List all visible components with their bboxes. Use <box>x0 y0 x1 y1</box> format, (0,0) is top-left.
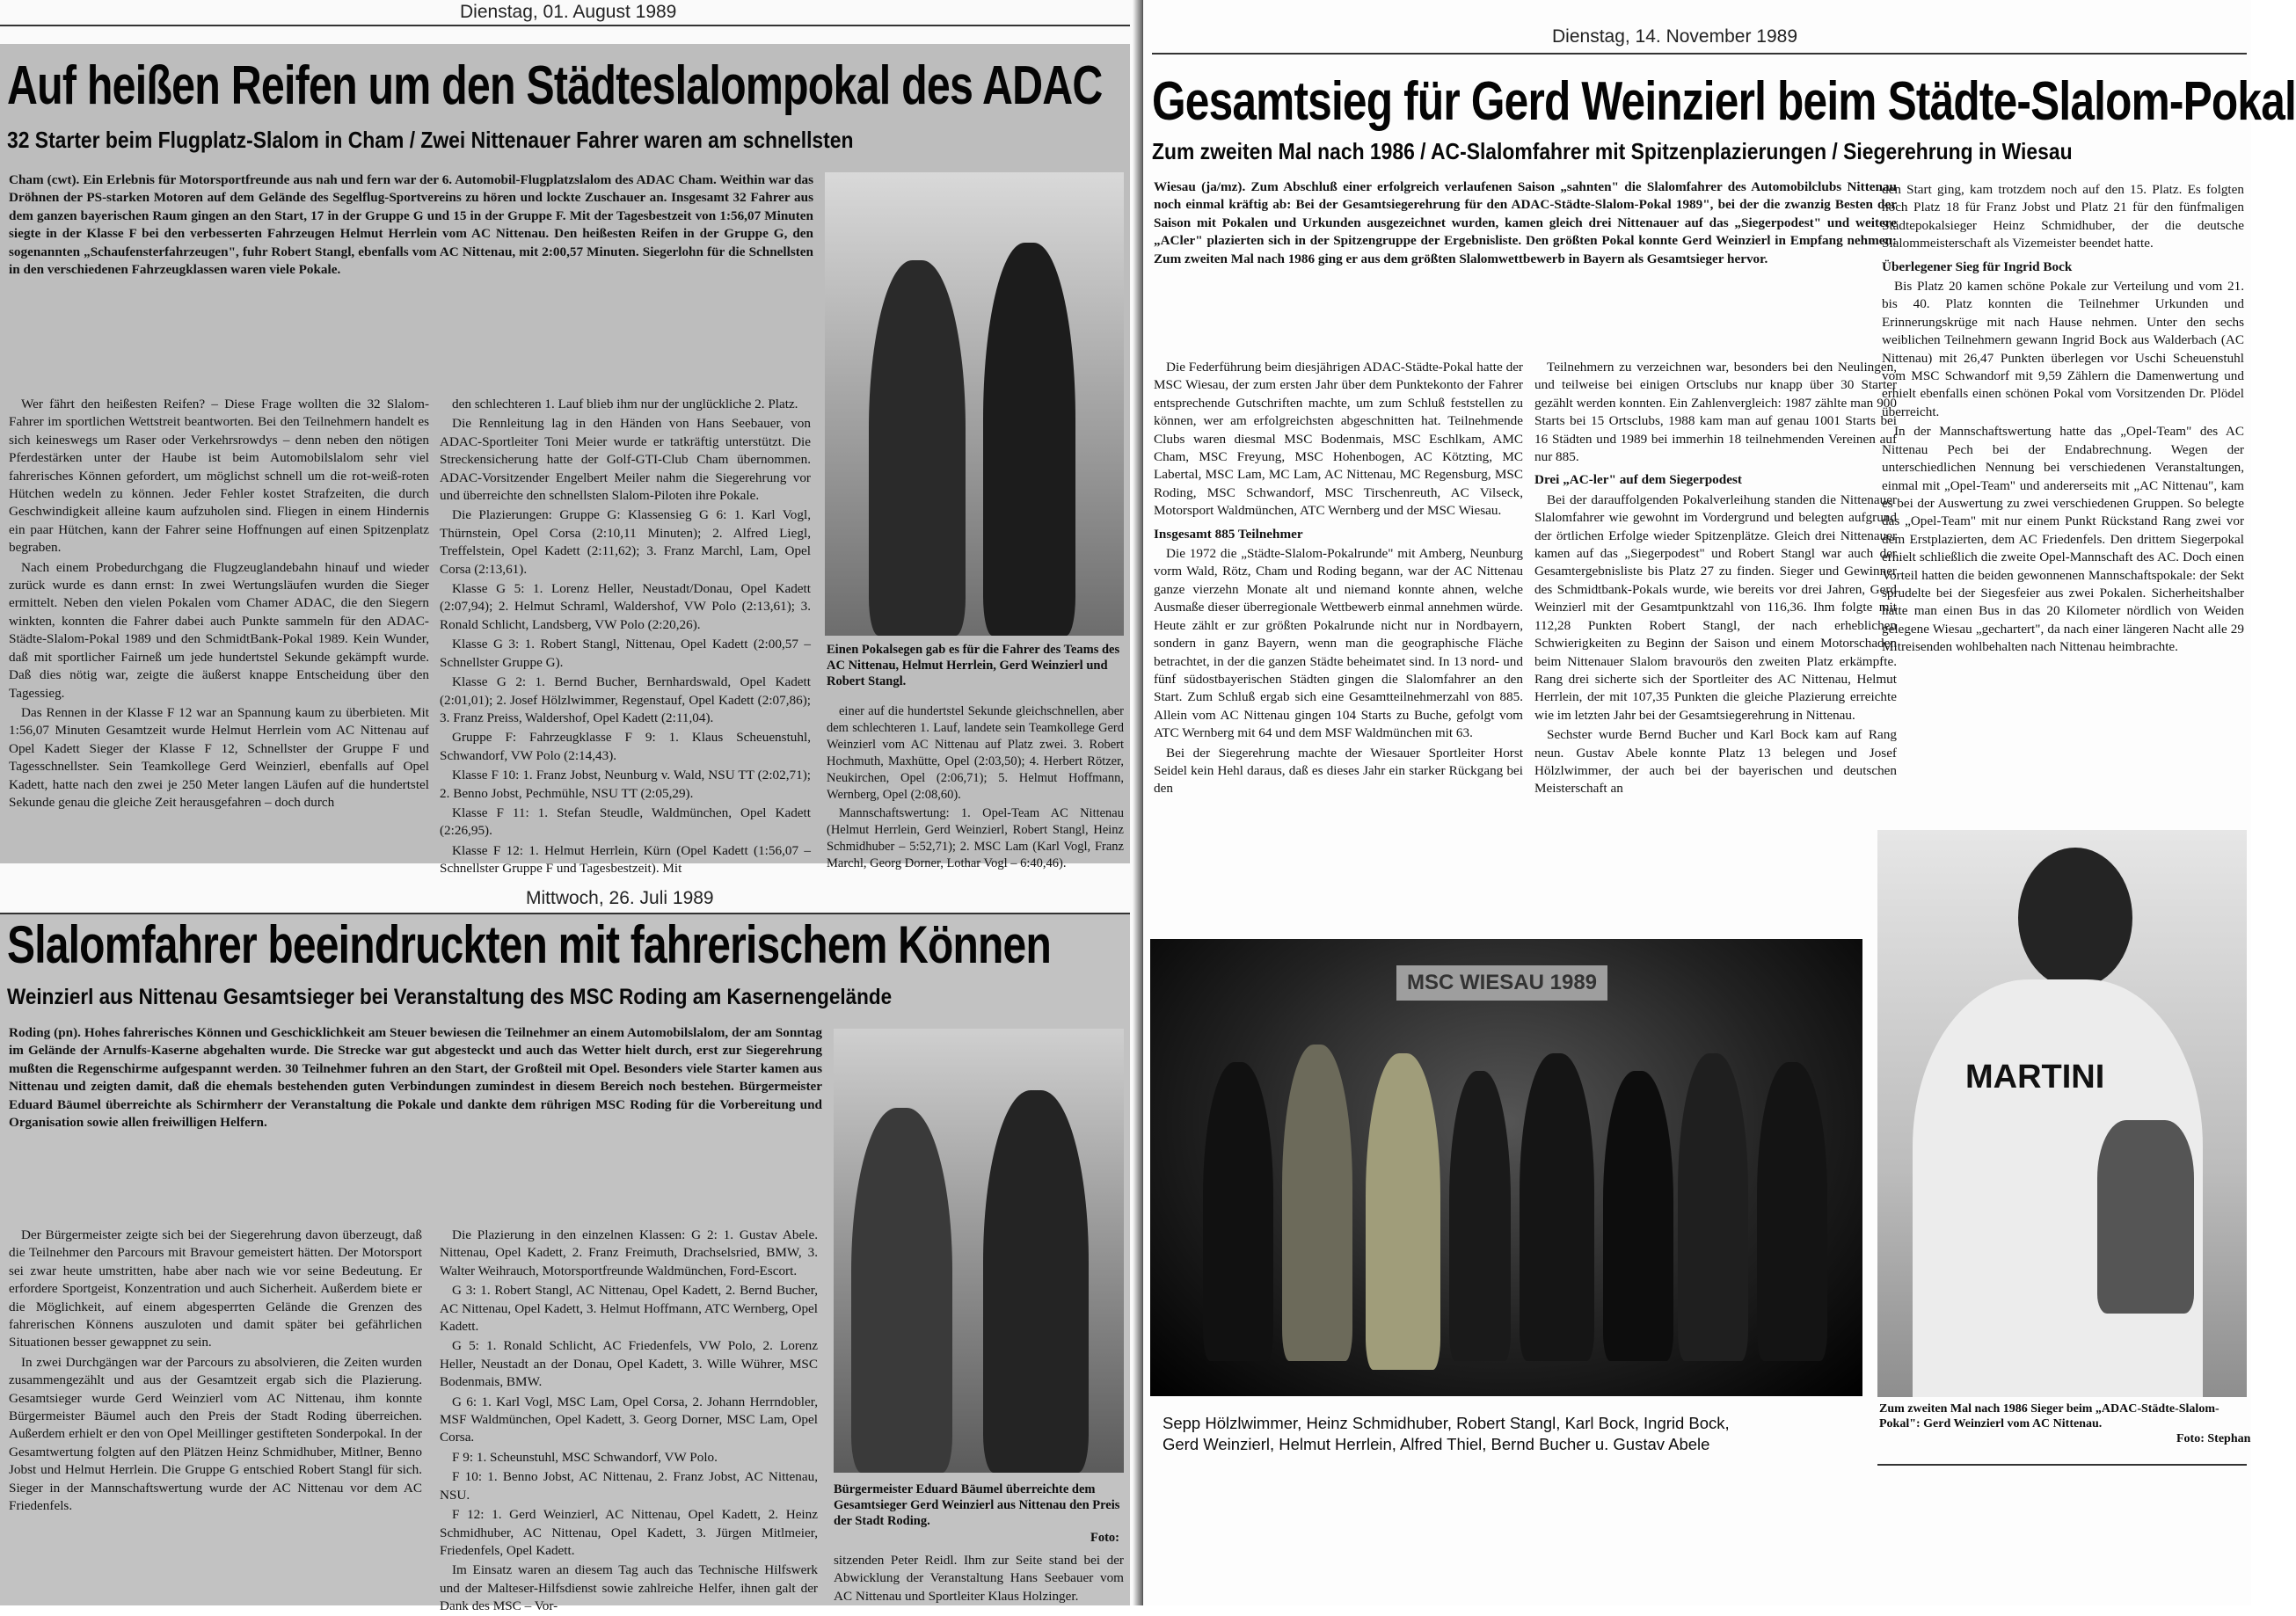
clip1-subhead: 32 Starter beim Flugplatz-Slalom in Cham / Zwei Nittenauer Fahrer waren am schnellsten <box>7 127 854 153</box>
trophy-icon <box>2097 1120 2194 1314</box>
right-col3-p2: Bis Platz 20 kamen schöne Pokale zur Verteilung und vom 21. bis 40. Platz konnten die Teilnehmer Urkunden und Erinnerungskrüge mit nach Hause nehmen. Unter den sechs weiblichen Teilnehmern gewann Ingrid Bock aus Walderbach (AC Nittenau) mit 26,47 Punkten überlegen vor Uschi Scheuenstuhl vom MSC Schwandorf mit 9,59 Zählern die Damenwertung und erhielt ebenfalls einen schönen Pokal vom Vorsitzenden Dr. Plödel überreicht. <box>1882 279 2244 419</box>
portrait-photo <box>1877 830 2247 1397</box>
clip2-col2-p2: G 3: 1. Robert Stangl, AC Nittenau, Opel Kadett, 2. Bernd Bucher, AC Nittenau, Opel Kadett, 3. Helmut Hoffmann, ATC Wernberg, Opel Kadett. <box>440 1283 818 1335</box>
clip2-col2-p6: F 10: 1. Benno Jobst, AC Nittenau, 2. Franz Jobst, AC Nittenau, NSU. <box>440 1469 818 1503</box>
photo-mayor <box>851 1108 952 1473</box>
portrait-credit: Foto: Stephan <box>2176 1432 2251 1445</box>
clip1-lead <box>9 171 813 391</box>
person-3 <box>1366 1053 1440 1370</box>
photo-person-right <box>983 243 1075 636</box>
right-col2-p3: Sechster wurde Bernd Bucher und Karl Bock kam auf Rang neun. Gustav Abele konnte Platz 13 belegen und Josef Hölzlwimmer, der auch bei der bayerischen und deutschen Meisterschaft an <box>1534 727 1897 797</box>
clip2-col2-p7: F 12: 1. Gerd Weinzierl, AC Nittenau, Opel Kadett, 2. Heinz Schmidhuber, AC Nittenau, Opel Kadett, 3. Jürgen Mitlmeier, Friedenfels, Opel Kadett. <box>440 1507 818 1558</box>
clip1-col1-p1: Wer fährt den heißesten Reifen? – Diese Frage wollten die 32 Slalom-Fahrer im sportlichen Wettstreit beantworten. Bei den Teilnehmern handelt es sich keineswegs um Raser oder Verkehrsrowdys – denn neben den nötigen Pferdestärken unter der Haube ist beim Automobilslalom sehr viel fahrerisches Können gefordert, um möglichst schnell um die rot-weiß-roten Hütchen wedeln zu können. Jeder Fehler kostet Strafzeiten, die durch Geschwindigkeit alleine kaum aufzuholen sind. Fliegen in einem Hindernis ein paar Hütchen, kann der Fahrer seine Hoffnungen auf einen Spitzenplatz begraben. <box>9 397 429 556</box>
clip1-photo <box>825 172 1124 636</box>
portrait-caption: Zum zweiten Mal nach 1986 Sieger beim „ADAC-Städte-Slalom-Pokal": Gerd Weinzierl vom AC Nittenau. <box>1879 1402 2219 1430</box>
photo-driver <box>983 1090 1089 1473</box>
clip1-col2-p8: Klasse F 10: 1. Franz Jobst, Neunburg v. Wald, NSU TT (2:02,71); 2. Benno Jobst, Pechmühle, NSU TT (2:05,29). <box>440 768 811 801</box>
left-page <box>0 0 1143 1614</box>
clip1-col2-p1: den schlechteren 1. Lauf blieb ihm nur der unglückliche 2. Platz. <box>452 397 798 411</box>
person-2 <box>1282 1045 1352 1361</box>
clip2-photo <box>834 1029 1124 1473</box>
person-7 <box>1678 1053 1748 1361</box>
clip1-col2-p4: Klasse G 5: 1. Lorenz Heller, Neustadt/Donau, Opel Kadett (2:07,94); 2. Helmut Schraml, Waldershof, VW Polo (2:13,61); 3. Ronald Schlicht, Landsberg, VW Polo (2:20,26). <box>440 581 811 632</box>
clip2-col3 <box>834 1552 1124 1605</box>
clip1-col2-p2: Die Rennleitung lag in den Händen von Hans Seebauer, von ADAC-Sportleiter Toni Meier wurde er tatkräftig unterstützt. Die Streckensicherung hatte der Golf-GTI-Club Cham übernommen. ADAC-Vorsitzender Engelbert Meiler nahm die Siegerehrung vor und überreichte den schnellsten Slalom-Piloten ihre Pokale. <box>440 416 811 504</box>
person-8 <box>1757 1062 1827 1361</box>
right-col3 <box>1882 181 2244 823</box>
right-col2-p1: Teilnehmern zu verzeichnen war, besonders bei den Neulingen, und teilweise bei einigen Ortsclubs nur knapp über 30 Starter gezählt werden konnten. Ein Zahlenvergleich: 1987 zählte man 900 Starts bei 15 Ortsclubs, 1988 kam man auf genau 1001 Starts bei 16 Städten und 1989 bei immerhin 18 teilnehmenden Vereinen auf nur 885. <box>1534 360 1897 465</box>
clip1-col2-p7: Gruppe F: Fahrzeugklasse F 9: 1. Klaus Scheuenstuhl, Schwandorf, VW Polo (2:14,43). <box>440 730 811 763</box>
clip2-caption-credit: Foto: <box>1090 1531 1120 1545</box>
clip2-headline: Slalomfahrer beeindruckten mit fahrerischem Können <box>7 915 1051 974</box>
clip1-col2-p5: Klasse G 3: 1. Robert Stangl, Nittenau, Opel Kadett (2:00,57 – Schnellster Gruppe G). <box>440 637 811 670</box>
right-col1-subhead: Insgesamt 885 Teilnehmer <box>1154 526 1303 542</box>
clip2-lead-text: Roding (pn). Hohes fahrerisches Können und Geschicklichkeit am Steuer bewiesen die Teilnehmer an einem Automobilslalom, der am Sonntag im Gelände der Arnulfs-Kaserne abgehalten wurde. Die Strecke war gut abgesteckt und auch das Wetter hielt durch, erst zur Siegerehrung mußten die Regenschirme aufgespannt werden. 30 Teilnehmer fuhren an den Start, der Großteil mit Opel. Besonders viele Starter kamen aus Nittenau und zeigten damit, daß die ehemals bestehenden guten Verbindungen zumindest in diesem Bereich noch bestehen. Bürgermeister Eduard Bäumel überreichte als Schirmherr der Veranstaltung die Pokale und dankte dem rührigen MSC Roding für die Vorbereitung und Organisation sowie allen freiwilligen Helfern. <box>9 1025 822 1131</box>
clip1-lead-text: Cham (cwt). Ein Erlebnis für Motorsportfreunde aus nah und fern war der 6. Automobil-Flugplatzslalom des ADAC Cham. Weithin war das Dröhnen der PS-starken Motoren auf dem Gelände des Segelflug-Sportvereins zu hören und lockte Zuschauer an. Insgesamt 32 Fahrer aus dem ganzen bayerischen Raum gingen an den Start, 17 in der Gruppe G und 15 in der Gruppe F. Mit der Tagesbestzeit von 1:56,07 Minuten siegte in der Klasse F bei den verbesserten Fahrzeugen Helmut Herrlein vom AC Nittenau. Den heißesten Reifen in der Gruppe G, den sogenannten „Schaufensterfahrzeugen", fuhr Robert Stangl, ebenfalls vom AC Nittenau, mit 2:00,57 Minuten. Siegerlohn für die Schnellsten in den verschiedenen Fahrzeugklassen waren viele Pokale. <box>9 172 813 278</box>
portrait-caption-rule <box>1877 1464 2247 1466</box>
clip1-headline: Auf heißen Reifen um den Städteslalompokal des ADAC <box>7 55 1103 116</box>
clip2-col1-p2: In zwei Durchgängen war der Parcours zu absolvieren, die Zeiten wurden zusammengezählt und aus der Gesamtzeit ergab sich die Plazierung. Gesamtsieger wurde Gerd Weinzierl vom AC Nittenau, ihm konnte Bürgermeister Bäumel auch den Preis der Stadt Roding überreichen. Außerdem erhielt er den von Opel Meillinger gestifteten Sonderpokal. In der Gesamtwertung folgten auf den Plätzen Heinz Schmidhuber, Mitlner, Benno Jobst und Helmut Herrlein. Die Gruppe G entschied Robert Stangl für sich. Sieger in der Mannschaftswertung wurde der AC Nittenau vor dem AC Friedenfels. <box>9 1354 422 1514</box>
clip1-col3-p2: Mannschaftswertung: 1. Opel-Team AC Nittenau (Helmut Herrlein, Gerd Weinzierl, Robert Stangl, Heinz Schmidhuber – 5:52,71); 2. MSC Lam (Karl Vogl, Franz Marchl, Georg Dorner, Lothar Vogl – 6:40,46). <box>827 806 1124 870</box>
clip1-col2-p6: Klasse G 2: 1. Bernd Bucher, Bernhardswald, Opel Kadett (2:01,01); 2. Josef Hölzlwimmer, Regenstauf, Opel Kadett (2:07,86); 3. Franz Preiss, Waldershof, Opel Kadett (2:11,04). <box>440 674 811 725</box>
clip1-col3 <box>827 703 1124 870</box>
right-headline: Gesamtsieg für Gerd Weinzierl beim Städte-Slalom-Pokal <box>1152 71 2296 132</box>
right-lead-text: Wiesau (ja/mz). Zum Abschluß einer erfolgreich verlaufenen Saison „sahnten" die Slalomfahrer des Automobilclubs Nittenau noch einmal kräftig ab: Bei der Gesamtsiegerehrung für den ADAC-Städte-Slalom-Pokal 1989", bei der die zwanzig Besten der Saison mit Pokalen und Urkunden ausgezeichnet wurden, kamen gleich drei Nittenauer auf das „Siegerpodest" und weitere „ACler" plazierten sich in der Spitzengruppe der Ergebnisliste. Den größten Pokal konnte Gerd Weinzierl in Empfang nehmen: Zum zweiten Mal nach 1986 ging er aus dem größten Slalomwettbewerb in Bayern als Gesamtsieger hervor. <box>1154 179 1897 266</box>
clip1-caption: Einen Pokalsegen gab es für die Fahrer des Teams des AC Nittenau, Helmut Herrlein, Gerd Weinzierl und Robert Stangl. <box>827 643 1120 688</box>
photo-person-left <box>869 260 966 636</box>
clip2-article <box>0 914 1130 1614</box>
clip2-col2-p1: Die Plazierung in den einzelnen Klassen: G 2: 1. Gustav Abele. Nittenau, Opel Kadett, 2. Franz Freimuth, Drachselsried, BMW, 3. Walter Weihrauch, Motorsportfreunde Waldmünchen, Ford-Escort. <box>440 1227 818 1278</box>
person-5 <box>1520 1053 1594 1361</box>
clip1-col2 <box>440 396 811 877</box>
right-col2 <box>1534 359 1897 930</box>
group-caption-line1: Sepp Hölzlwimmer, Heinz Schmidhuber, Robert Stangl, Karl Bock, Ingrid Bock, <box>1163 1414 1730 1432</box>
clip1-col2-p9: Klasse F 11: 1. Stefan Steudle, Waldmünchen, Opel Kadett (2:26,95). <box>440 804 811 839</box>
right-lead <box>1154 178 1897 346</box>
right-col3-subhead: Überlegener Sieg für Ingrid Bock <box>1882 258 2073 274</box>
portrait-shirt-text: MARTINI <box>1965 1059 2105 1096</box>
group-photo-banner: MSC WIESAU 1989 <box>1396 965 1607 1001</box>
person-4 <box>1449 1071 1511 1361</box>
clip1-date: Dienstag, 01. August 1989 <box>460 2 677 22</box>
clip2-subhead: Weinzierl aus Nittenau Gesamtsieger bei Veranstaltung des MSC Roding am Kasernengelände <box>7 985 893 1009</box>
clip1-date-rule <box>0 25 1130 26</box>
right-col3-p1: den Start ging, kam trotzdem noch auf den 15. Platz. Es folgten noch Platz 18 für Franz Jobst und Platz 21 für den fünfmaligen Städtepokalsieger Heinz Schmidhuber, der die deutsche Slalommeisterschaft als Vizemeister beendet hatte. <box>1882 182 2244 251</box>
clip2-caption: Bürgermeister Eduard Bäumel überreichte dem Gesamtsieger Gerd Weinzierl aus Nittenau den Preis der Stadt Roding. <box>834 1482 1120 1528</box>
clip1-col2-p10: Klasse F 12: 1. Helmut Herrlein, Kürn (Opel Kadett (1:56,07 – Schnellster Gruppe F und Tagesbestzeit). Mit <box>440 842 811 877</box>
right-col2-subhead: Drei „AC-ler" auf dem Siegerpodest <box>1534 472 1742 488</box>
clip1-article <box>0 44 1130 877</box>
clip2-col3-p1: sitzenden Peter Reidl. Ihm zur Seite stand bei der Abwicklung der Veranstaltung Hans Seebauer vom AC Nittenau und Sportleiter Klaus Holzinger. <box>834 1553 1124 1604</box>
clip1-col1 <box>9 396 429 862</box>
clip2-col2-p5: F 9: 1. Scheunstuhl, MSC Schwandorf, VW Polo. <box>452 1449 718 1465</box>
group-caption-line2: Gerd Weinzierl, Helmut Herrlein, Alfred Thiel, Bernd Bucher u. Gustav Abele <box>1163 1435 1710 1453</box>
right-col3-p3: In der Mannschaftswertung hatte das „Opel-Team" des AC Nittenau Pech bei der Endabrechnung. Wegen der unterschiedlichen Nennung bei verschiedenen Veranstaltungen, einmal mit „Opel-Team" und andererseits mit „AC Nittenau", kam es bei der Auswertung zu zwei verschiedenen Gruppen. So belegte das „Opel-Team" mit nur einem Punkt Rückstand Rang zwei vor dem Erstplazierten, dem AC Friedenfels. Den drittem Siegerpokal erhielt schließlich die zweite Opel-Mannschaft des AC. Doch einen Vorteil hatten die beiden gewonnenen Mannschaftspokale: der Sekt sprudelte bei der Siegesfeier aus zwei Pokalen. Sicherheitshalber hatte man einen Bus in das 20 Kilometer nördlich von Weiden gelegene Wiesau „gechartert", da nach einer längeren Nacht alle 29 Mitreisenden wohlbehalten nach Nittenau heimbrachte. <box>1882 424 2244 655</box>
clip2-col2-p3: G 5: 1. Ronald Schlicht, AC Friedenfels, VW Polo, 2. Lorenz Heller, Neustadt an der Donau, Opel Kadett, 3. Wille Wührer, MSC Bodenmais, BMW. <box>440 1338 818 1390</box>
clip2-lead <box>9 1024 822 1218</box>
clip1-col3-p1: einer auf die hundertstel Sekunde gleichschnellen, aber dem schlechteren 1. Lauf, landete sein Teamkollege Gerd Weinzierl vom AC Nittenau auf Platz zwei. 3. Robert Hochmuth, Maxhütte, Opel (2:03,50); 4. Herbert Rötzer, Neukirchen, Opel (2:06,71); 5. Helmut Hoffmann, Wernberg, Opel (2:08,60). <box>827 704 1124 802</box>
clip2-col2-p8: Im Einsatz waren an diesem Tag auch das Technische Hilfswerk und der Malteser-Hilfsdienst sowie zahlreiche Helfer, ihnen galt der Dank des MSC – Vor- <box>440 1562 818 1614</box>
clip2-col1 <box>9 1227 422 1605</box>
portrait-head <box>2018 848 2132 988</box>
right-date: Dienstag, 14. November 1989 <box>1552 26 1797 47</box>
right-col1-p2: Die 1972 die „Städte-Slalom-Pokalrunde" mit Amberg, Neunburg vorm Wald, Rötz, Cham und Roding begann, war der AC Nittenau ganze vierzehn Monate alt und niemand konnte ahnen, welche Ausmaße dieser überregionale Wettbewerb einmal annehmen würde. Heute zählt er zur größten Pokalrunde nicht nur in Nordbayern, sondern in ganz Bayern, wenn man die geographische Fläche betrachtet, in der die ganzen Städte beheimatet sind. In 13 nord- und fünf südostbayerischen Städten gingen die Slalomfahrer an den Start. Zum Schluß ergab sich eine Gesamtteilnehmerzahl von 885. Allein vom AC Nittenau gingen 104 Starts zu Buche, gefolgt vom ATC Wernberg mit 64 und dem MSF Waldmünchen mit 63. <box>1154 546 1523 741</box>
right-col2-p2: Bei der darauffolgenden Pokalverleihung standen die Nittenauer Slalomfahrer wie gewohnt im Vordergrund und belegten aufgrund der örtlichen Erfolge wieder Spitzenplätze. Gleich drei Nittenauer kamen auf das „Siegerpodest" und Robert Stangl war auch der Gesamtergebnisliste bis Platz 27 zu finden. Sieger und Gewinner des Schmidtbank-Pokals wurde, wie bereits vor drei Jahren, Gerd Weinzierl mit der Gesamtpunktzahl von 116,36. Ihm folgte mit 112,28 Punkten Robert Stangl, der nach erheblichen Schwierigkeiten zu Beginn der Saison und einem Motorschaden beim Nittenauer Slalom bravourös den zweiten Platz erkämpfte. Rang drei sicherte sich der Sportleiter des AC Nittenau, Helmut Herrlein, der mit 107,35 Punkten die gleiche Plazierung erreichte wie im letzten Jahr bei der Gesamtsiegerehrung in Nittenau. <box>1534 491 1897 723</box>
clip2-date: Mittwoch, 26. Juli 1989 <box>526 888 714 908</box>
clip2-col1-p1: Der Bürgermeister zeigte sich bei der Siegerehrung davon überzeugt, daß die Teilnehmer den Parcours mit Bravour gemeistert hätten. Der Motorsport sei zwar heute umstritten, habe aber nach wie vor seine Bedeutung. Er erfordere Sportgeist, Konzentration und auch Sicherheit. Außerdem biete er die Möglichkeit, auf einem abgesperrten Gelände die Grenzen des fahrerischen Könnens auszuloten und damit später bei gefährlichen Situationen besser gewappnet zu sein. <box>9 1227 422 1350</box>
right-page <box>1143 0 2296 1605</box>
right-date-rule <box>1152 53 2247 55</box>
clip2-col2-p4: G 6: 1. Karl Vogl, MSC Lam, Opel Corsa, 2. Johann Herrndobler, MSF Waldmünchen, Opel Kadett, 3. Georg Dorner, MSC Lam, Opel Corsa. <box>440 1394 818 1445</box>
person-1 <box>1203 1062 1273 1361</box>
right-col1-p3: Bei der Siegerehrung machte der Wiesauer Sportleiter Horst Seidel kein Hehl daraus, daß es dieses Jahr ein starker Rückgang bei den <box>1154 745 1523 797</box>
clip1-col1-p3: Das Rennen in der Klasse F 12 war an Spannung kaum zu überbieten. Mit 1:56,07 Minuten Gesamtzeit wurde Helmut Herrlein vom AC Nittenau auf Opel Kadett Sieger der Klasse F 12, Schnellster der Gruppe F und Tagesschnellster. Sein Teamkollege Gerd Weinzierl, ebenfalls auf Opel Kadett, hatte nach den zwei je 250 Meter langen Läufen auf die hundertstel Sekunde genau die gleiche Zeit herausgefahren – doch durch <box>9 704 429 810</box>
group-photo <box>1150 939 1862 1396</box>
person-6 <box>1603 1071 1673 1361</box>
right-col1-p1: Die Federführung beim diesjährigen ADAC-Städte-Pokal hatte der MSC Wiesau, der zum ersten Jahr über dem Punktekonto der Fahrer entsprechende Gutschriften machte, um zum Schluß feststellen zu können, wer am erfolgreichsten abgeschnitten hat. Teilnehmende Clubs waren diesmal MSC Bodenmais, MSC Eschlkam, AMC Cham, MSC Freyung, MSC Hohenbogen, AC Kötzting, MC Labertal, MSC Lam, MC Lam, AC Nittenau, MC Regensburg, MSC Roding, MSC Schwandorf, MSC Tirschenreuth, AC Vilseck, Motorsport Waldmünchen, ATC Wernberg und der MSC Wiesau. <box>1154 360 1523 519</box>
clip1-col2-p3: Die Plazierungen: Gruppe G: Klassensieg G 6: 1. Karl Vogl, Thürnstein, Opel Corsa (2:10,11 Minuten); 2. Alfred Liegl, Treffelstein, Opel Kadett (2:11,62); 3. Franz Marchl, Lam, Opel Corsa (2:13,61). <box>440 507 811 577</box>
clip1-col1-p2: Nach einem Probedurchgang die Flugzeuglandebahn hinauf und wieder zurück wurde es dann ernst: In zwei Wertungsläufen wurden die Sieger ermittelt. Neben den vielen Pokalen vom Chamer ADAC, die den Siegern winkten, konnten die Fahrer dabei auch Punkte sammeln für den ADAC-Städte-Slalom-Pokal 1989 und den SchmidtBank-Pokal 1989. Kein Wunder, daß mit sportlicher Fairneß um jede hundertstel Sekunde gekämpft wurde. Daß dies nötig war, zeigte die äußerst knappe Entscheidung über den Tagessieg. <box>9 559 429 701</box>
right-subhead: Zum zweiten Mal nach 1986 / AC-Slalomfahrer mit Spitzenplazierungen / Siegerehrung in Wiesau <box>1152 138 2073 164</box>
right-col1 <box>1154 359 1523 930</box>
clip2-col2 <box>440 1227 818 1614</box>
